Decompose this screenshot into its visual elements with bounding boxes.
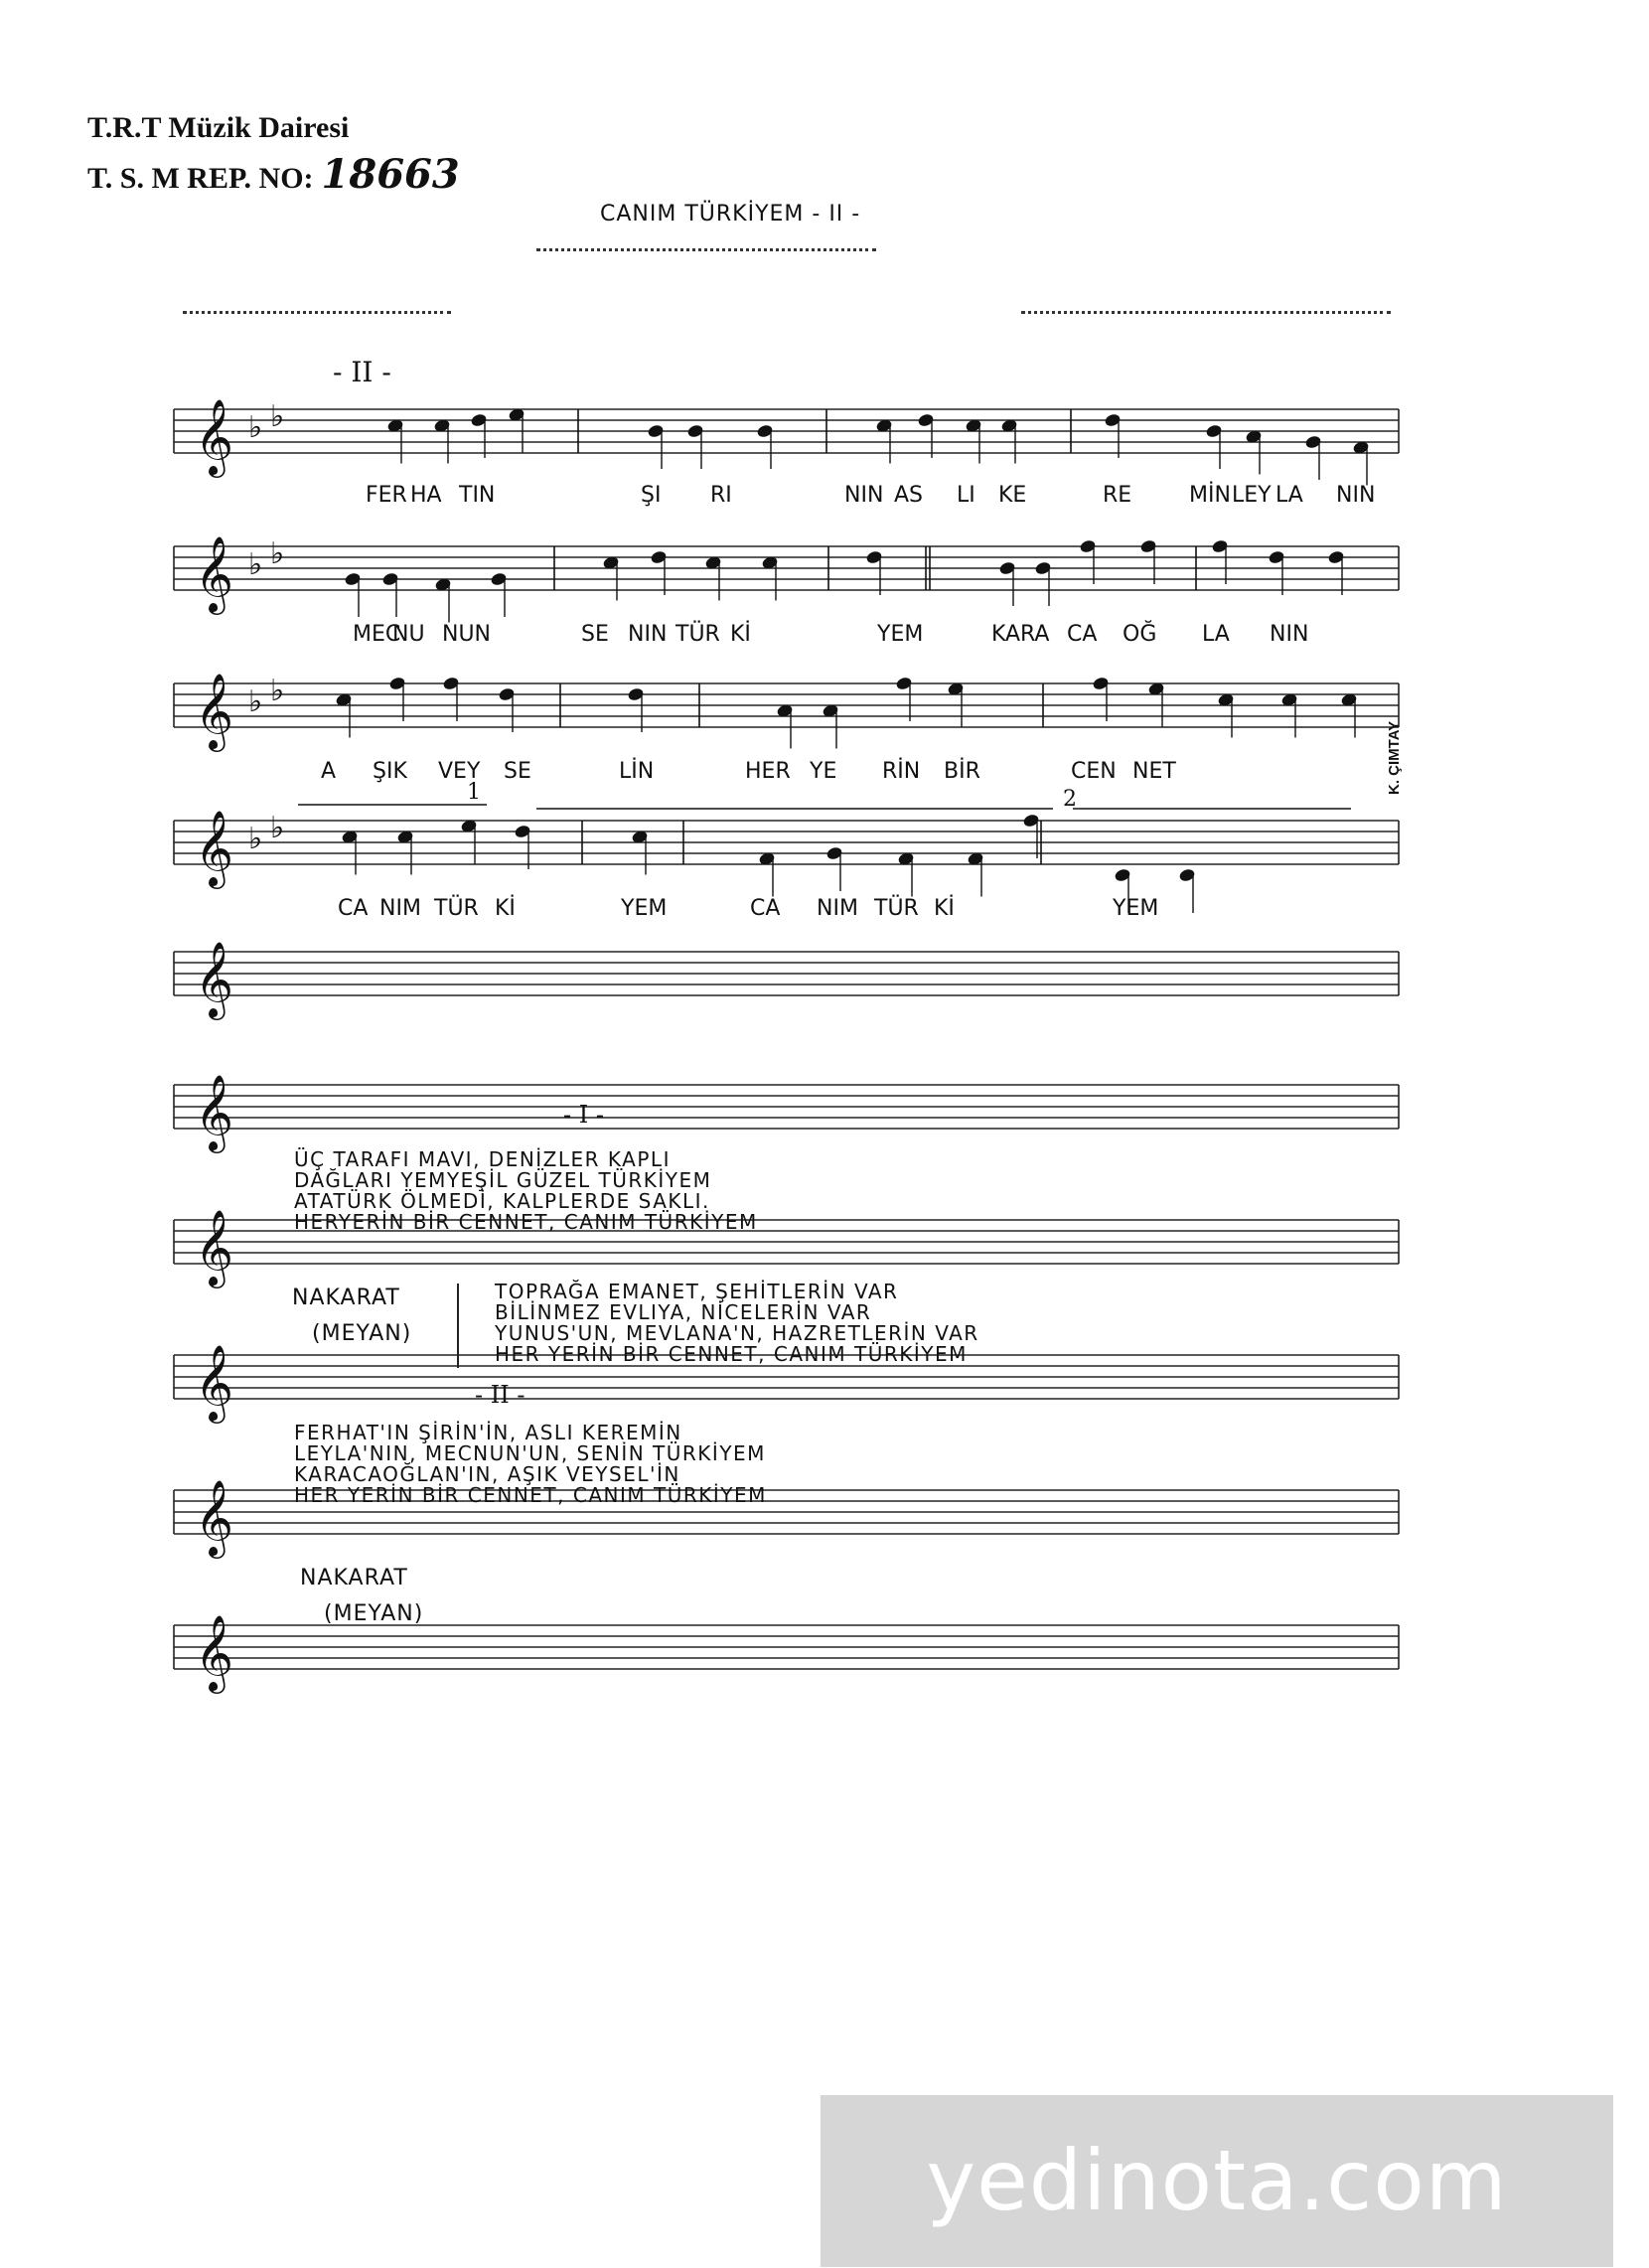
verse-line: BİLİNMEZ EVLIYA, NİCELERİN VAR xyxy=(495,1300,872,1324)
lyric-syllable: NU xyxy=(392,622,425,647)
lyric-syllable: RE xyxy=(1103,483,1132,508)
verse-2-text xyxy=(294,1423,767,1506)
lyric-syllable: VEY xyxy=(438,759,481,784)
lyric-syllable: TÜR xyxy=(874,896,919,921)
lyric-syllable: NUN xyxy=(442,622,492,647)
nakarat-1-text xyxy=(495,1282,979,1365)
verse-line: HERYERİN BİR CENNET, CANIM TÜRKİYEM xyxy=(294,1210,758,1234)
lyric-syllable: TÜR xyxy=(434,896,479,921)
lyric-syllable: ŞIK xyxy=(373,759,407,784)
lyric-syllable: HA xyxy=(410,483,442,508)
lyric-syllable: MEC xyxy=(353,622,401,647)
watermark-box xyxy=(821,2095,1613,2267)
lyric-syllable: RA xyxy=(1020,622,1050,647)
meyan-label: (MEYAN) xyxy=(324,1601,424,1626)
flat-icon: ♭ xyxy=(270,811,285,845)
lyric-syllable: RI xyxy=(710,483,732,508)
lyric-syllable: MİN xyxy=(1189,483,1231,508)
treble-clef-icon: 𝄞 xyxy=(195,1479,234,1556)
verse-1-marker: - I - xyxy=(563,1101,604,1129)
lyric-syllable: Kİ xyxy=(730,622,751,647)
lyric-syllable: NIN xyxy=(1336,483,1376,508)
flat-icon: ♭ xyxy=(248,410,263,445)
song-title: CANIM TÜRKİYEM - II - xyxy=(600,202,861,227)
lyric-syllable: LA xyxy=(1202,622,1230,647)
lyric-syllable: NIN xyxy=(844,483,884,508)
rep-label: T. S. M REP. NO: xyxy=(87,162,314,195)
treble-clef-icon: 𝄞 xyxy=(195,1074,234,1150)
verse-line: KARACAOĞLAN'IN, AŞIK VEYSEL'İN xyxy=(294,1462,680,1486)
treble-clef-icon: 𝄞 xyxy=(195,1344,234,1421)
lyric-syllable: NIM xyxy=(379,896,421,921)
lyric-syllable: Kİ xyxy=(495,896,516,921)
department-heading: T.R.T Müzik Dairesi xyxy=(87,111,350,144)
watermark-text: yedinota.com xyxy=(926,2132,1508,2229)
lyric-syllable: YEM xyxy=(877,622,924,647)
meyan-label: (MEYAN) xyxy=(312,1321,412,1346)
nakarat-label: NAKARAT xyxy=(300,1566,408,1590)
lyric-syllable: LİN xyxy=(619,759,655,784)
lyric-syllable: LA xyxy=(1275,483,1303,508)
verse-1-text xyxy=(294,1149,758,1233)
verse-line: FERHAT'IN ŞİRİN'İN, ASLI KEREMİN xyxy=(294,1421,682,1444)
verse-line: YUNUS'UN, MEVLANA'N, HAZRETLERİN VAR xyxy=(495,1321,979,1345)
verse-line: DAĞLARI YEMYEŞİL GÜZEL TÜRKİYEM xyxy=(294,1168,712,1192)
lyric-syllable: KA xyxy=(991,622,1021,647)
lyric-syllable: YEM xyxy=(1113,896,1159,921)
lyric-syllable: A xyxy=(321,759,337,784)
lyric-syllable: CEN xyxy=(1071,759,1117,784)
verse-line: TOPRAĞA EMANET, ŞEHİTLERİN VAR xyxy=(495,1280,899,1303)
flat-icon: ♭ xyxy=(248,684,263,719)
lyric-syllable: NIN xyxy=(1270,622,1309,647)
section-marker: - II - xyxy=(333,356,391,388)
flat-icon: ♭ xyxy=(248,822,263,856)
flat-icon: ♭ xyxy=(248,547,263,582)
lyric-syllable: KE xyxy=(998,483,1027,508)
treble-clef-icon: 𝄞 xyxy=(195,673,234,749)
lyric-syllable: NET xyxy=(1132,759,1176,784)
lyric-syllable: TÜR xyxy=(675,622,720,647)
lyric-syllable: NIN xyxy=(628,622,668,647)
verse-line: LEYLA'NIN, MECNUN'UN, SENİN TÜRKİYEM xyxy=(294,1441,766,1465)
nakarat-label: NAKARAT xyxy=(292,1285,400,1310)
flat-icon: ♭ xyxy=(270,399,285,434)
verse-line: ÜÇ TARAFI MAVI, DENİZLER KAPLI xyxy=(294,1147,671,1171)
lyric-syllable: FER xyxy=(366,483,407,508)
lyric-syllable: ŞI xyxy=(641,483,662,508)
lyric-syllable: Kİ xyxy=(934,896,955,921)
treble-clef-icon: 𝄞 xyxy=(195,941,234,1017)
lyric-syllable: TIN xyxy=(459,483,496,508)
volta-2-number: 2 xyxy=(1063,787,1077,812)
nakarat-brace xyxy=(457,1284,469,1368)
lyric-syllable: AS xyxy=(894,483,924,508)
lyric-syllable: HER xyxy=(745,759,791,784)
treble-clef-icon: 𝄞 xyxy=(195,1209,234,1285)
verse-line: HER YERİN BİR CENNET, CANIM TÜRKİYEM xyxy=(495,1342,968,1366)
lyric-syllable: SE xyxy=(581,622,609,647)
verse-line: ATATÜRK ÖLMEDİ, KALPLERDE SAKLI. xyxy=(294,1189,710,1213)
lyric-syllable: OĞ xyxy=(1123,622,1157,647)
lyric-syllable: CA xyxy=(1067,622,1098,647)
rep-number: 18663 xyxy=(321,151,460,198)
volta-1-number: 1 xyxy=(467,780,481,805)
lyric-syllable: RİN xyxy=(882,759,921,784)
flat-icon: ♭ xyxy=(270,674,285,708)
lyric-syllable: SE xyxy=(504,759,531,784)
verse-2-marker: - II - xyxy=(475,1381,525,1409)
lyric-syllable: CA xyxy=(750,896,781,921)
treble-clef-icon: 𝄞 xyxy=(195,1614,234,1691)
lyric-syllable: CA xyxy=(338,896,369,921)
lyric-syllable: YEM xyxy=(621,896,668,921)
treble-clef-icon: 𝄞 xyxy=(195,535,234,612)
lyric-syllable: LEY xyxy=(1232,483,1272,508)
lyric-syllable: BİR xyxy=(944,759,980,784)
treble-clef-icon: 𝄞 xyxy=(195,398,234,475)
lyric-syllable: YE xyxy=(810,759,837,784)
composer-signature: K. ÇIMTAY xyxy=(1386,720,1403,795)
lyric-syllable: NIM xyxy=(817,896,858,921)
lyric-syllable: LI xyxy=(957,483,975,508)
verse-line: HER YERİN BİR CENNET, CANIM TÜRKİYEM xyxy=(294,1483,767,1507)
treble-clef-icon: 𝄞 xyxy=(195,810,234,886)
flat-icon: ♭ xyxy=(270,536,285,571)
